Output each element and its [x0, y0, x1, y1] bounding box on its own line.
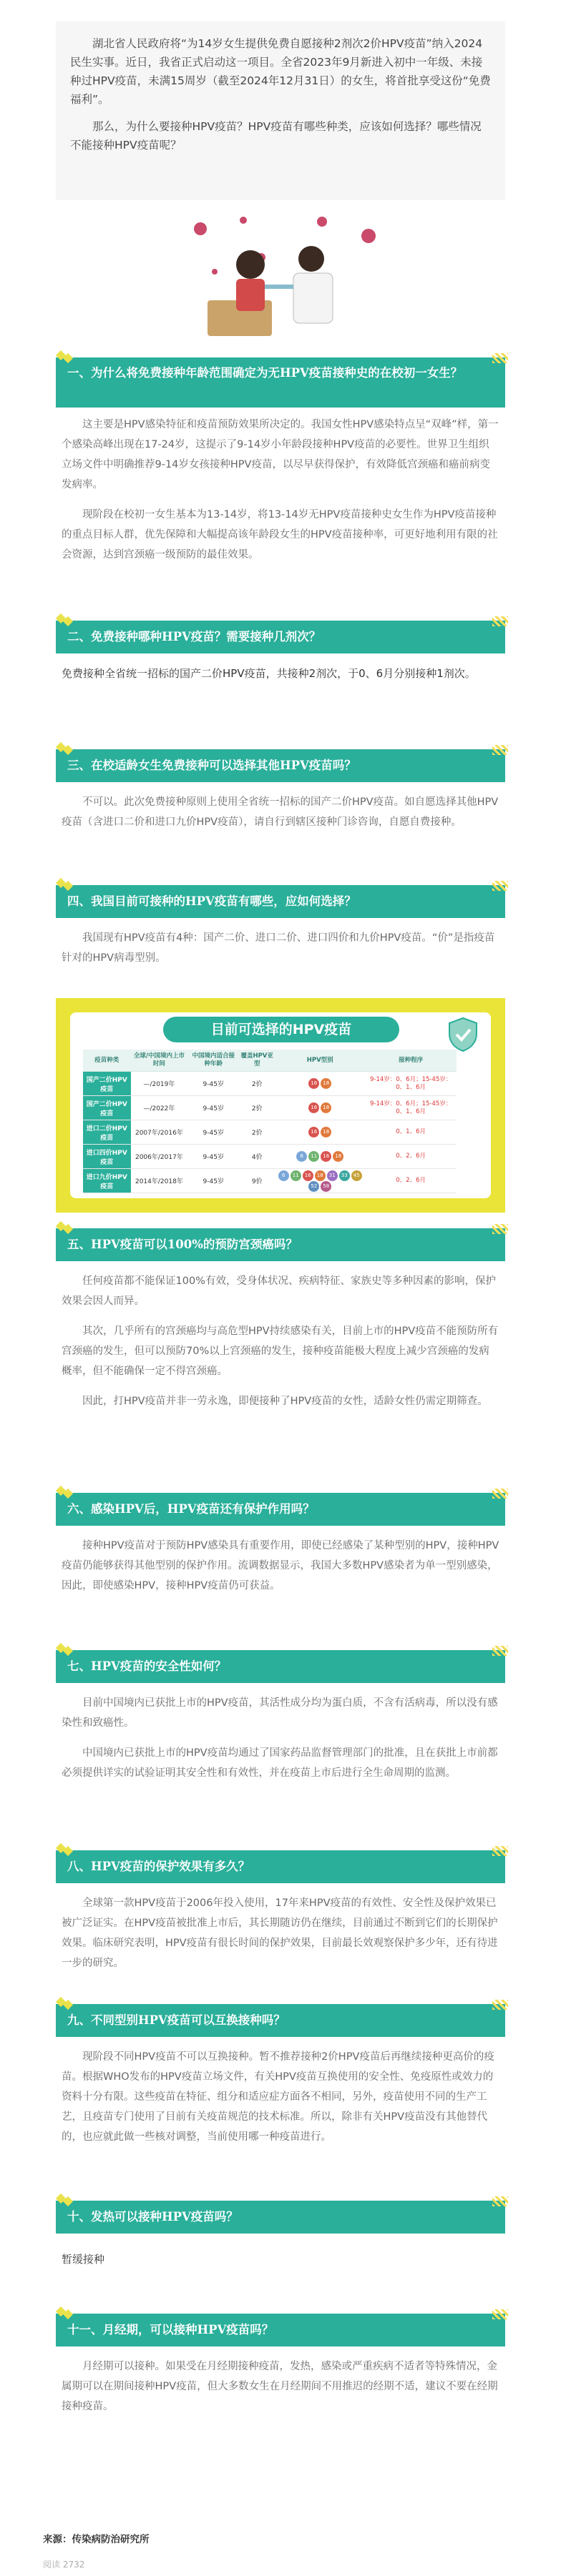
section-3 — [0, 744, 561, 842]
section-heading: 二、免费接种哪种HPV疫苗？需要接种几剂次？ — [56, 621, 505, 653]
vaccine-table — [83, 1050, 457, 1193]
vaccine-name-cell: 国产二价HPV疫苗 — [83, 1096, 131, 1120]
section-10 — [0, 2195, 561, 2279]
column-header: 中国境内适合接种年龄 — [187, 1050, 239, 1072]
section-heading: 七、HPV疫苗的安全性如何？ — [56, 1650, 505, 1683]
hpv-type-badge: 16 — [321, 1151, 331, 1162]
diamond-decoration-icon — [56, 1487, 73, 1499]
paragraph: 其次，几乎所有的宫颈癌均与高危型HPV持续感染有关，目前上市的HPV疫苗不能预防所有宫颈癌的发生，但可以预防70%以上宫颈癌的发生，接种疫苗能极大程度上减少宫颈癌的发病概率，但不能确保一定不得宫颈癌。 — [62, 1326, 499, 1377]
paragraph: 目前中国境内已获批上市的HPV疫苗，其活性成分均为蛋白质，不含有活病毒，所以没有感染性和致癌性。 — [62, 1697, 498, 1729]
age-cell: 9-45岁 — [187, 1096, 239, 1120]
hpv-type-badge: 18 — [315, 1170, 326, 1181]
diamond-decoration-icon — [56, 1223, 73, 1234]
stripe-decoration-icon — [492, 1846, 508, 1856]
hpv-types-cell — [275, 1072, 365, 1096]
intro-paragraph-1: 湖北省人民政府将“为14岁女生提供免费自愿接种2剂次2价HPV疫苗”纳入2024民生实事。近日，我省正式启动这一项目。全省2023年9月新进入初中一年级、未接种过HPV疫苗，未满15周岁（截至2024年12月31日）的女生，将首批享受这份“免费福利”。 — [70, 37, 491, 106]
hpv-type-badge: 45 — [351, 1170, 362, 1181]
vaccine-table-title: 目前可选择的HPV疫苗 — [163, 1017, 399, 1042]
stripe-decoration-icon — [492, 1646, 508, 1656]
vaccine-table-card — [70, 1012, 491, 1198]
stripe-decoration-icon — [492, 1224, 508, 1234]
table-header-row — [83, 1050, 457, 1072]
diamond-decoration-icon — [56, 615, 73, 626]
valent-cell: 4价 — [239, 1145, 275, 1169]
section-heading: 四、我国目前可接种的HPV疫苗有哪些，应如何选择？ — [56, 885, 505, 918]
diamond-decoration-icon — [56, 879, 73, 891]
schedule-cell: 0、2、6月 — [365, 1169, 457, 1193]
paragraph: 接种HPV疫苗对于预防HPV感染具有重要作用，即使已经感染了某种型别的HPV，接种HPV疫苗仍能够获得其他型别的保护作用。流调数据显示，我国大多数HPV感染者为单一型别感染，因此，即使感染HPV，接种HPV疫苗仍可获益。 — [62, 1540, 499, 1592]
section-heading: 十、发热可以接种HPV疫苗吗？ — [56, 2201, 505, 2234]
column-header: 疫苗种类 — [83, 1050, 131, 1072]
hpv-type-badge: 16 — [308, 1078, 319, 1089]
table-row — [83, 1072, 457, 1096]
hpv-type-badge: 52 — [308, 1181, 319, 1192]
table-row — [83, 1145, 457, 1169]
hpv-type-badge: 16 — [308, 1127, 319, 1138]
section-4 — [0, 879, 561, 978]
stripe-decoration-icon — [492, 2196, 508, 2206]
section-7 — [0, 1644, 561, 1793]
intro-paragraph-2: 那么，为什么要接种HPV疫苗？HPV疫苗有哪些种类，应该如何选择？哪些情况不能接种HPV疫苗呢？ — [70, 120, 482, 152]
section-heading: 一、为什么将免费接种年龄范围确定为无HPV疫苗接种史的在校初一女生？ — [56, 357, 505, 408]
section-9 — [0, 1998, 561, 2157]
hpv-type-badge: 33 — [339, 1170, 350, 1181]
schedule-cell: 9-14岁：0、6月；15-45岁：0、1、6月 — [365, 1096, 457, 1120]
vaccine-name-cell: 进口九价HPV疫苗 — [83, 1169, 131, 1193]
age-cell: 9-45岁 — [187, 1072, 239, 1096]
hpv-type-badge: 18 — [321, 1078, 331, 1089]
hpv-type-badge: 18 — [321, 1127, 331, 1138]
launch-time-cell: 2006年/2017年 — [131, 1145, 188, 1169]
paragraph: 全球第一款HPV疫苗于2006年投入使用，17年来HPV疫苗的有效性、安全性及保护效果已被广泛证实。在HPV疫苗被批准上市后，其长期随访仍在继续，目前通过不断到它们的长期保护效果。临床研究表明，HPV疫苗有很长时间的保护效果，目前最长效观察保护多少年，还有待进一步的研究。 — [62, 1898, 498, 1969]
hpv-type-badge: 6 — [278, 1170, 289, 1181]
section-heading: 八、HPV疫苗的保护效果有多久？ — [56, 1850, 505, 1883]
column-header: 接种程序 — [365, 1050, 457, 1072]
vaccine-name-cell: 进口四价HPV疫苗 — [83, 1145, 131, 1169]
age-cell: 9-45岁 — [187, 1120, 239, 1145]
launch-time-cell: —/2022年 — [131, 1096, 188, 1120]
paragraph: 暂缓接种 — [62, 2253, 105, 2266]
stripe-decoration-icon — [492, 2309, 508, 2319]
paragraph: 免费接种全省统一招标的国产二价HPV疫苗，共接种2剂次，于0、6月分别接种1剂次。 — [62, 667, 476, 680]
vaccine-table-graphic — [56, 998, 505, 1213]
hpv-type-badge: 18 — [321, 1102, 331, 1113]
launch-time-cell: —/2019年 — [131, 1072, 188, 1096]
section-heading: 五、HPV疫苗可以100%的预防宫颈癌吗？ — [56, 1228, 505, 1261]
section-heading: 三、在校适龄女生免费接种可以选择其他HPV疫苗吗？ — [56, 749, 505, 782]
vaccine-name-cell: 国产二价HPV疫苗 — [83, 1072, 131, 1096]
diamond-decoration-icon — [56, 2195, 73, 2206]
diamond-decoration-icon — [56, 1998, 73, 2010]
valent-cell: 2价 — [239, 1096, 275, 1120]
section-heading: 十一、月经期，可以接种HPV疫苗吗？ — [56, 2314, 505, 2346]
valent-cell: 9价 — [239, 1169, 275, 1193]
paragraph: 现阶段不同HPV疫苗不可以互换接种。暂不推荐接种2价HPV疫苗后再继续接种更高价的疫苗。根据WHO发布的HPV疫苗立场文件，有关HPV疫苗互换使用的安全性、免疫原性或效力的资料十分有限。这些疫苗在特征、组分和适应症方面各不相同，另外，疫苗使用不同的生产工艺，且疫苗专门使用了目前有关疫苗规范的技术标准。所以，除非有关HPV疫苗没有其他替代的，也应就此做一些核对调整，当前使用哪一种疫苗进行。 — [62, 2051, 494, 2143]
section-6 — [0, 1487, 561, 1606]
paragraph: 月经期可以接种。如果受在月经期接种疫苗，发热，感染或严重疾病不适者等特殊情况，金属期可以在期间接种HPV疫苗，但大多数女生在月经期间不用推迟的经期不适，建议不要在经期接种疫苗。 — [62, 2361, 498, 2412]
table-row — [83, 1096, 457, 1120]
hpv-type-badge: 11 — [291, 1170, 301, 1181]
paragraph: 因此，打HPV疫苗并非一劳永逸，即便接种了HPV疫苗的女性，适龄女性仍需定期筛查。 — [82, 1396, 488, 1407]
schedule-cell: 0、2、6月 — [365, 1145, 457, 1169]
column-header: 全球/中国境内上市时间 — [131, 1050, 188, 1072]
stripe-decoration-icon — [492, 1489, 508, 1499]
read-count: 阅读 2732 — [43, 2560, 85, 2570]
diamond-decoration-icon — [56, 1644, 73, 1656]
hpv-types-cell — [275, 1120, 365, 1145]
section-11 — [0, 2308, 561, 2427]
section-5 — [0, 1223, 561, 1421]
section-1 — [0, 352, 561, 575]
vaccination-illustration — [143, 207, 418, 343]
hpv-type-badge: 18 — [333, 1151, 343, 1162]
hpv-types-cell — [275, 1096, 365, 1120]
valent-cell: 2价 — [239, 1072, 275, 1096]
paragraph: 这主要是HPV感染特征和疫苗预防效果所决定的。我国女性HPV感染特点呈“双峰”样，第一个感染高峰出现在17-24岁，这提示了9-14岁小年龄段接种HPV疫苗的必要性。世界卫生组织立场文件中明确推荐9-14岁女孩接种HPV疫苗，以尽早获得保护，有效降低宫颈癌和癌前病变发病率。 — [62, 419, 499, 490]
paragraph: 我国现有HPV疫苗有4种：国产二价、进口二价、进口四价和九价HPV疫苗。“价”是指疫苗针对的HPV病毒型别。 — [62, 932, 495, 964]
hpv-types-cell — [275, 1169, 365, 1193]
hpv-type-badge: 16 — [308, 1102, 319, 1113]
column-header: HPV型别 — [275, 1050, 365, 1072]
table-row — [83, 1120, 457, 1145]
section-heading: 九、不同型别HPV疫苗可以互换接种吗？ — [56, 2004, 505, 2037]
section-heading: 六、感染HPV后，HPV疫苗还有保护作用吗？ — [56, 1493, 505, 1526]
hpv-type-badge: 31 — [327, 1170, 338, 1181]
hpv-types-cell — [275, 1145, 365, 1169]
column-header: 覆盖HPV亚型 — [239, 1050, 275, 1072]
stripe-decoration-icon — [492, 616, 508, 626]
table-row — [83, 1169, 457, 1193]
diamond-decoration-icon — [56, 744, 73, 755]
paragraph: 不可以。此次免费接种原则上使用全省统一招标的国产二价HPV疫苗。如自愿选择其他HPV疫苗（含进口二价和进口九价HPV疫苗），请自行到辖区接种门诊咨询，自愿自费接种。 — [62, 796, 499, 828]
section-8 — [0, 1845, 561, 1983]
age-cell: 9-45岁 — [187, 1145, 239, 1169]
vaccine-name-cell: 进口二价HPV疫苗 — [83, 1120, 131, 1145]
schedule-cell: 9-14岁：0、6月；15-45岁：0、1、6月 — [365, 1072, 457, 1096]
launch-time-cell: 2014年/2018年 — [131, 1169, 188, 1193]
valent-cell: 2价 — [239, 1120, 275, 1145]
hpv-type-badge: 16 — [303, 1170, 313, 1181]
shield-check-icon — [447, 1017, 479, 1052]
hpv-type-badge: 11 — [308, 1151, 319, 1162]
age-cell: 9-45岁 — [187, 1169, 239, 1193]
hpv-type-badge: 6 — [296, 1151, 307, 1162]
stripe-decoration-icon — [492, 353, 508, 363]
diamond-decoration-icon — [56, 2308, 73, 2319]
article-source: 来源：传染病防治研究所 — [43, 2534, 150, 2545]
diamond-decoration-icon — [56, 1845, 73, 1856]
section-2 — [0, 615, 561, 694]
schedule-cell: 0、1、6月 — [365, 1120, 457, 1145]
paragraph: 现阶段在校初一女生基本为13-14岁，将13-14岁无HPV疫苗接种史女生作为HPV疫苗接种的重点目标人群，优先保障和大幅提高该年龄段女生的HPV疫苗接种率，可更好地利用有限的社会资源，达到宫颈癌一级预防的最佳效果。 — [62, 509, 498, 561]
stripe-decoration-icon — [492, 881, 508, 891]
intro-box — [56, 21, 505, 200]
launch-time-cell: 2007年/2016年 — [131, 1120, 188, 1145]
diamond-decoration-icon — [56, 352, 73, 363]
hpv-type-badge: 58 — [321, 1181, 331, 1192]
stripe-decoration-icon — [492, 745, 508, 755]
virus-icon — [194, 217, 376, 275]
stripe-decoration-icon — [492, 2000, 508, 2010]
paragraph: 任何疫苗都不能保证100%有效，受身体状况、疾病特征、家族史等多种因素的影响，保护效果会因人而异。 — [62, 1275, 496, 1307]
paragraph: 中国境内已获批上市的HPV疫苗均通过了国家药品监督管理部门的批准，且在获批上市前都必须提供详实的试验证明其安全性和有效性，并在疫苗上市后进行全生命周期的监测。 — [62, 1747, 498, 1779]
